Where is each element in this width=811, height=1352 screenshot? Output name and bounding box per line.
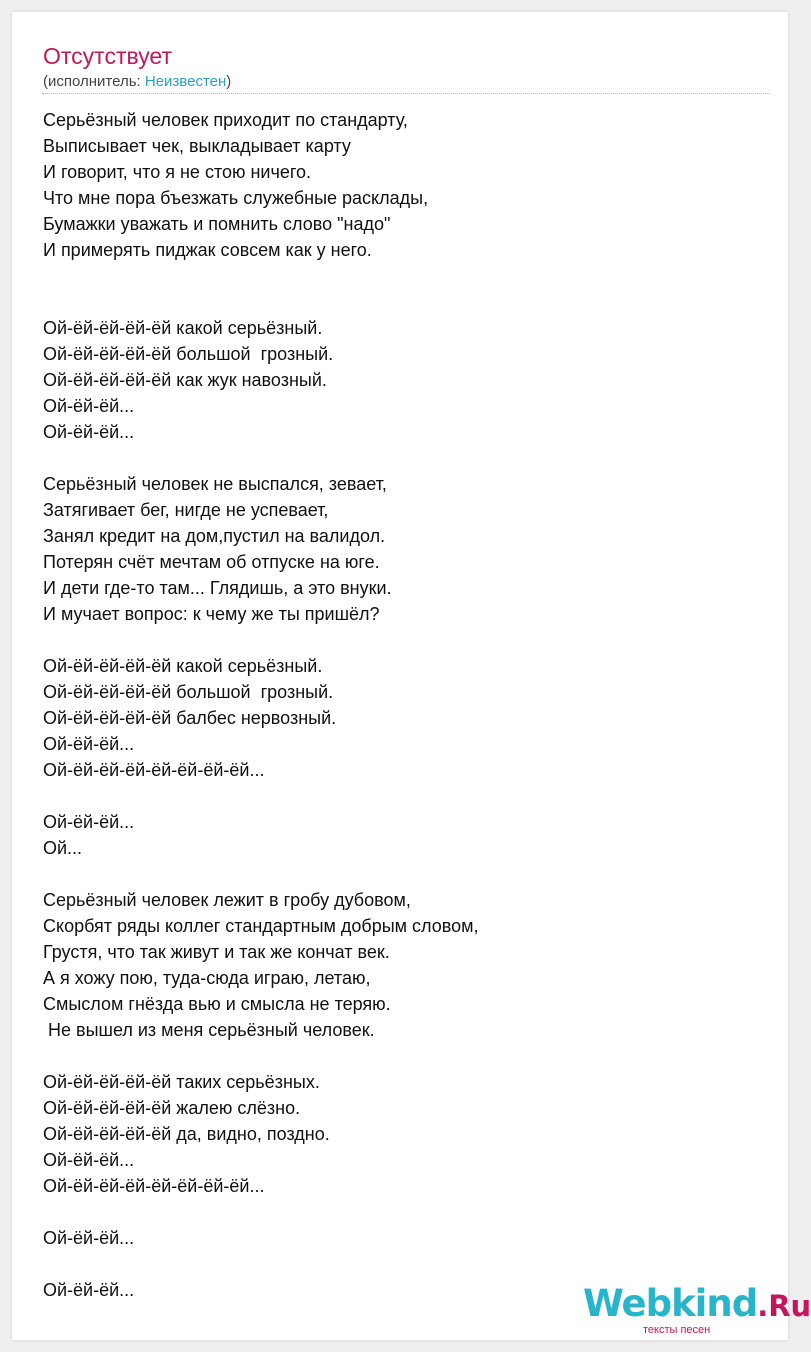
lyric-line: Ой... <box>43 838 83 858</box>
lyric-line <box>43 1199 763 1225</box>
lyric-line: Затягивает бег, нигде не успевает, <box>43 500 329 520</box>
lyric-line: Что мне пора бъезжать служебные расклады, <box>43 188 429 208</box>
lyric-line: Ой-ёй-ёй... <box>43 396 135 416</box>
lyric-line: И говорит, что я не стою ничего. <box>43 162 312 182</box>
lyrics-text <box>43 107 763 1303</box>
lyric-line: Ой-ёй-ёй... <box>43 422 135 442</box>
lyric-line: Ой-ёй-ёй... <box>43 1228 135 1248</box>
lyric-line <box>43 445 763 471</box>
lyric-line: Потерян счёт мечтам об отпуске на юге. <box>43 552 380 572</box>
lyric-line: Ой-ёй-ёй... <box>43 734 135 754</box>
lyric-line: Ой-ёй-ёй-ёй-ёй балбес нервозный. <box>43 708 337 728</box>
lyric-line: Ой-ёй-ёй... <box>43 1280 135 1300</box>
lyrics-page <box>12 12 811 1340</box>
lyric-line: Ой-ёй-ёй-ёй-ёй большой грозный. <box>43 344 334 364</box>
artist-prefix: (исполнитель: <box>43 73 145 90</box>
lyric-line: И мучает вопрос: к чему же ты пришёл? <box>43 604 380 624</box>
lyric-line: Занял кредит на дом,пустил на валидол. <box>43 526 386 546</box>
lyric-line <box>43 1251 763 1277</box>
lyric-line: И примерять пиджак совсем как у него. <box>43 240 372 260</box>
lyric-line: Бумажки уважать и помнить слово "надо" <box>43 214 391 234</box>
artist-suffix: ) <box>226 73 232 90</box>
lyric-line: Ой-ёй-ёй... <box>43 812 135 832</box>
lyric-line: Серьёзный человек лежит в гробу дубовом, <box>43 890 411 910</box>
logo-tld: .Ru <box>757 1289 811 1323</box>
artist-link[interactable]: Неизвестен <box>144 73 227 90</box>
lyric-line: А я хожу пою, туда-сюда играю, летаю, <box>43 968 371 988</box>
lyric-line: Не вышел из меня серьёзный человек. <box>43 1020 375 1040</box>
lyric-line <box>43 861 763 887</box>
lyric-line <box>43 783 763 809</box>
logo-tagline: тексты песен <box>643 1324 711 1336</box>
lyric-line: Серьёзный человек приходит по стандарту, <box>43 110 408 130</box>
lyric-line: Ой-ёй-ёй-ёй-ёй большой грозный. <box>43 682 334 702</box>
lyric-line <box>43 289 763 315</box>
lyric-line: Выписывает чек, выкладывает карту <box>43 136 351 156</box>
lyric-line: Ой-ёй-ёй-ёй-ёй-ёй-ёй-ёй... <box>43 760 265 780</box>
lyric-line <box>43 627 763 653</box>
logo-wordmark <box>583 1282 811 1325</box>
lyric-line: Скорбят ряды коллег стандартным добрым словом, <box>43 916 479 936</box>
artist-line <box>43 73 231 90</box>
lyric-line <box>43 1043 763 1069</box>
lyric-line: Ой-ёй-ёй-ёй-ёй как жук навозный. <box>43 370 327 390</box>
lyric-line: Ой-ёй-ёй-ёй-ёй какой серьёзный. <box>43 318 323 338</box>
lyric-line: Ой-ёй-ёй-ёй-ёй да, видно, поздно. <box>43 1124 330 1144</box>
lyric-line: Ой-ёй-ёй-ёй-ёй какой серьёзный. <box>43 656 323 676</box>
header-divider <box>42 93 770 94</box>
lyric-line: И дети где-то там... Глядишь, а это внуки. <box>43 578 392 598</box>
lyric-line: Грустя, что так живут и так же кончат век. <box>43 942 390 962</box>
lyric-line: Ой-ёй-ёй-ёй-ёй таких серьёзных. <box>43 1072 320 1092</box>
song-title: Отсутствует <box>43 43 172 69</box>
logo-main-text: Webkind <box>583 1282 758 1325</box>
lyric-line: Ой-ёй-ёй-ёй-ёй жалею слёзно. <box>43 1098 301 1118</box>
site-logo[interactable] <box>583 1282 811 1340</box>
lyric-line <box>43 263 763 289</box>
lyric-line: Серьёзный человек не выспался, зевает, <box>43 474 387 494</box>
lyric-line: Ой-ёй-ёй-ёй-ёй-ёй-ёй-ёй... <box>43 1176 265 1196</box>
lyric-line: Смыслом гнёзда вью и смысла не теряю. <box>43 994 391 1014</box>
lyric-line: Ой-ёй-ёй... <box>43 1150 135 1170</box>
